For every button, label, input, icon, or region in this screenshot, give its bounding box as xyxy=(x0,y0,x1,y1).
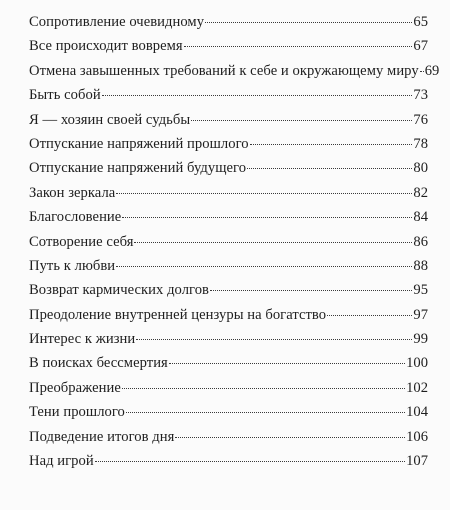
dot-leader xyxy=(247,168,412,169)
toc-entry-page: 99 xyxy=(413,331,428,348)
dot-leader xyxy=(205,22,412,23)
toc-entry-title: Над игрой xyxy=(29,453,94,470)
toc-entry-page: 86 xyxy=(413,233,428,250)
toc-entry xyxy=(29,258,428,282)
toc-entry-page: 104 xyxy=(406,404,428,421)
toc-entry-page: 69 xyxy=(424,62,440,79)
toc-entry-title: Путь к любви xyxy=(29,257,116,274)
dot-leader xyxy=(116,193,412,194)
toc-entry xyxy=(29,160,428,184)
toc-entry-title: Преодоление внутренней цензуры на богатство xyxy=(29,306,327,323)
toc-entry xyxy=(29,307,428,331)
toc-entry xyxy=(29,62,440,87)
toc-entry-page: 84 xyxy=(413,209,428,226)
dot-leader xyxy=(122,388,405,389)
toc-entry-page: 95 xyxy=(413,282,428,299)
toc-entry-title: Сотворение себя xyxy=(29,233,134,250)
dot-leader xyxy=(250,144,413,145)
toc-entry-title: Тени прошлого xyxy=(29,404,125,421)
dot-leader xyxy=(169,363,405,364)
dot-leader xyxy=(126,412,405,413)
dot-leader xyxy=(191,120,412,121)
dot-leader xyxy=(184,46,413,47)
toc-entry-page: 73 xyxy=(413,87,428,104)
toc-entry-title: Все происходит вовремя xyxy=(29,38,183,55)
toc-entry-title: Закон зеркала xyxy=(29,184,116,201)
dot-leader xyxy=(122,217,412,218)
toc-entry xyxy=(29,136,428,160)
toc-entry-title: Быть собой xyxy=(29,87,101,104)
toc-entry-page: 78 xyxy=(413,135,428,152)
toc-entry xyxy=(29,404,428,428)
dot-leader xyxy=(134,242,412,243)
toc-entry xyxy=(29,355,428,379)
toc-entry-page: 67 xyxy=(413,38,428,55)
toc-entry-title: Сопротивление очевидному xyxy=(29,14,205,30)
toc-entry xyxy=(29,453,428,477)
dot-leader xyxy=(136,339,412,340)
table-of-contents xyxy=(29,14,440,477)
dot-leader xyxy=(210,290,412,291)
toc-entry xyxy=(29,38,428,62)
dot-leader xyxy=(102,95,413,96)
dot-leader xyxy=(95,461,405,462)
dot-leader xyxy=(116,266,412,267)
toc-entry xyxy=(29,331,428,355)
dot-leader xyxy=(175,437,405,438)
toc-entry-page: 102 xyxy=(406,379,428,396)
toc-entry-title: Подведение итогов дня xyxy=(29,428,175,445)
toc-entry-title: Отпускание напряжений будущего xyxy=(29,160,247,177)
toc-entry-title: Интерес к жизни xyxy=(29,331,136,348)
toc-entry xyxy=(29,234,428,258)
toc-entry-title: Я — хозяин своей судьбы xyxy=(29,111,191,128)
toc-entry-page: 82 xyxy=(413,184,428,201)
toc-entry xyxy=(29,185,428,209)
toc-entry xyxy=(29,429,428,453)
toc-entry xyxy=(29,14,428,38)
dot-leader xyxy=(420,71,424,72)
toc-entry-title: Отпускание напряжений прошлого xyxy=(29,135,249,152)
toc-entry-page: 106 xyxy=(406,428,428,445)
toc-entry-title: Возврат кармических долгов xyxy=(29,282,210,299)
toc-entry-page: 100 xyxy=(406,355,428,372)
dot-leader xyxy=(327,315,412,316)
toc-entry-title: Отмена завышенных требований к себе и окружающему миру xyxy=(29,62,419,79)
toc-entry xyxy=(29,209,428,233)
toc-entry-title: В поисках бессмертия xyxy=(29,355,168,372)
toc-entry-page: 107 xyxy=(406,453,428,470)
toc-entry xyxy=(29,380,428,404)
toc-entry-page: 80 xyxy=(413,160,428,177)
toc-entry xyxy=(29,112,428,136)
toc-entry-title: Преображение xyxy=(29,379,121,396)
toc-entry-page: 97 xyxy=(413,306,428,323)
toc-entry xyxy=(29,282,428,306)
toc-entry-page: 65 xyxy=(413,14,428,30)
toc-entry-page: 88 xyxy=(413,257,428,274)
toc-entry-page: 76 xyxy=(413,111,428,128)
toc-entry-title: Благословение xyxy=(29,209,122,226)
toc-entry xyxy=(29,87,428,111)
